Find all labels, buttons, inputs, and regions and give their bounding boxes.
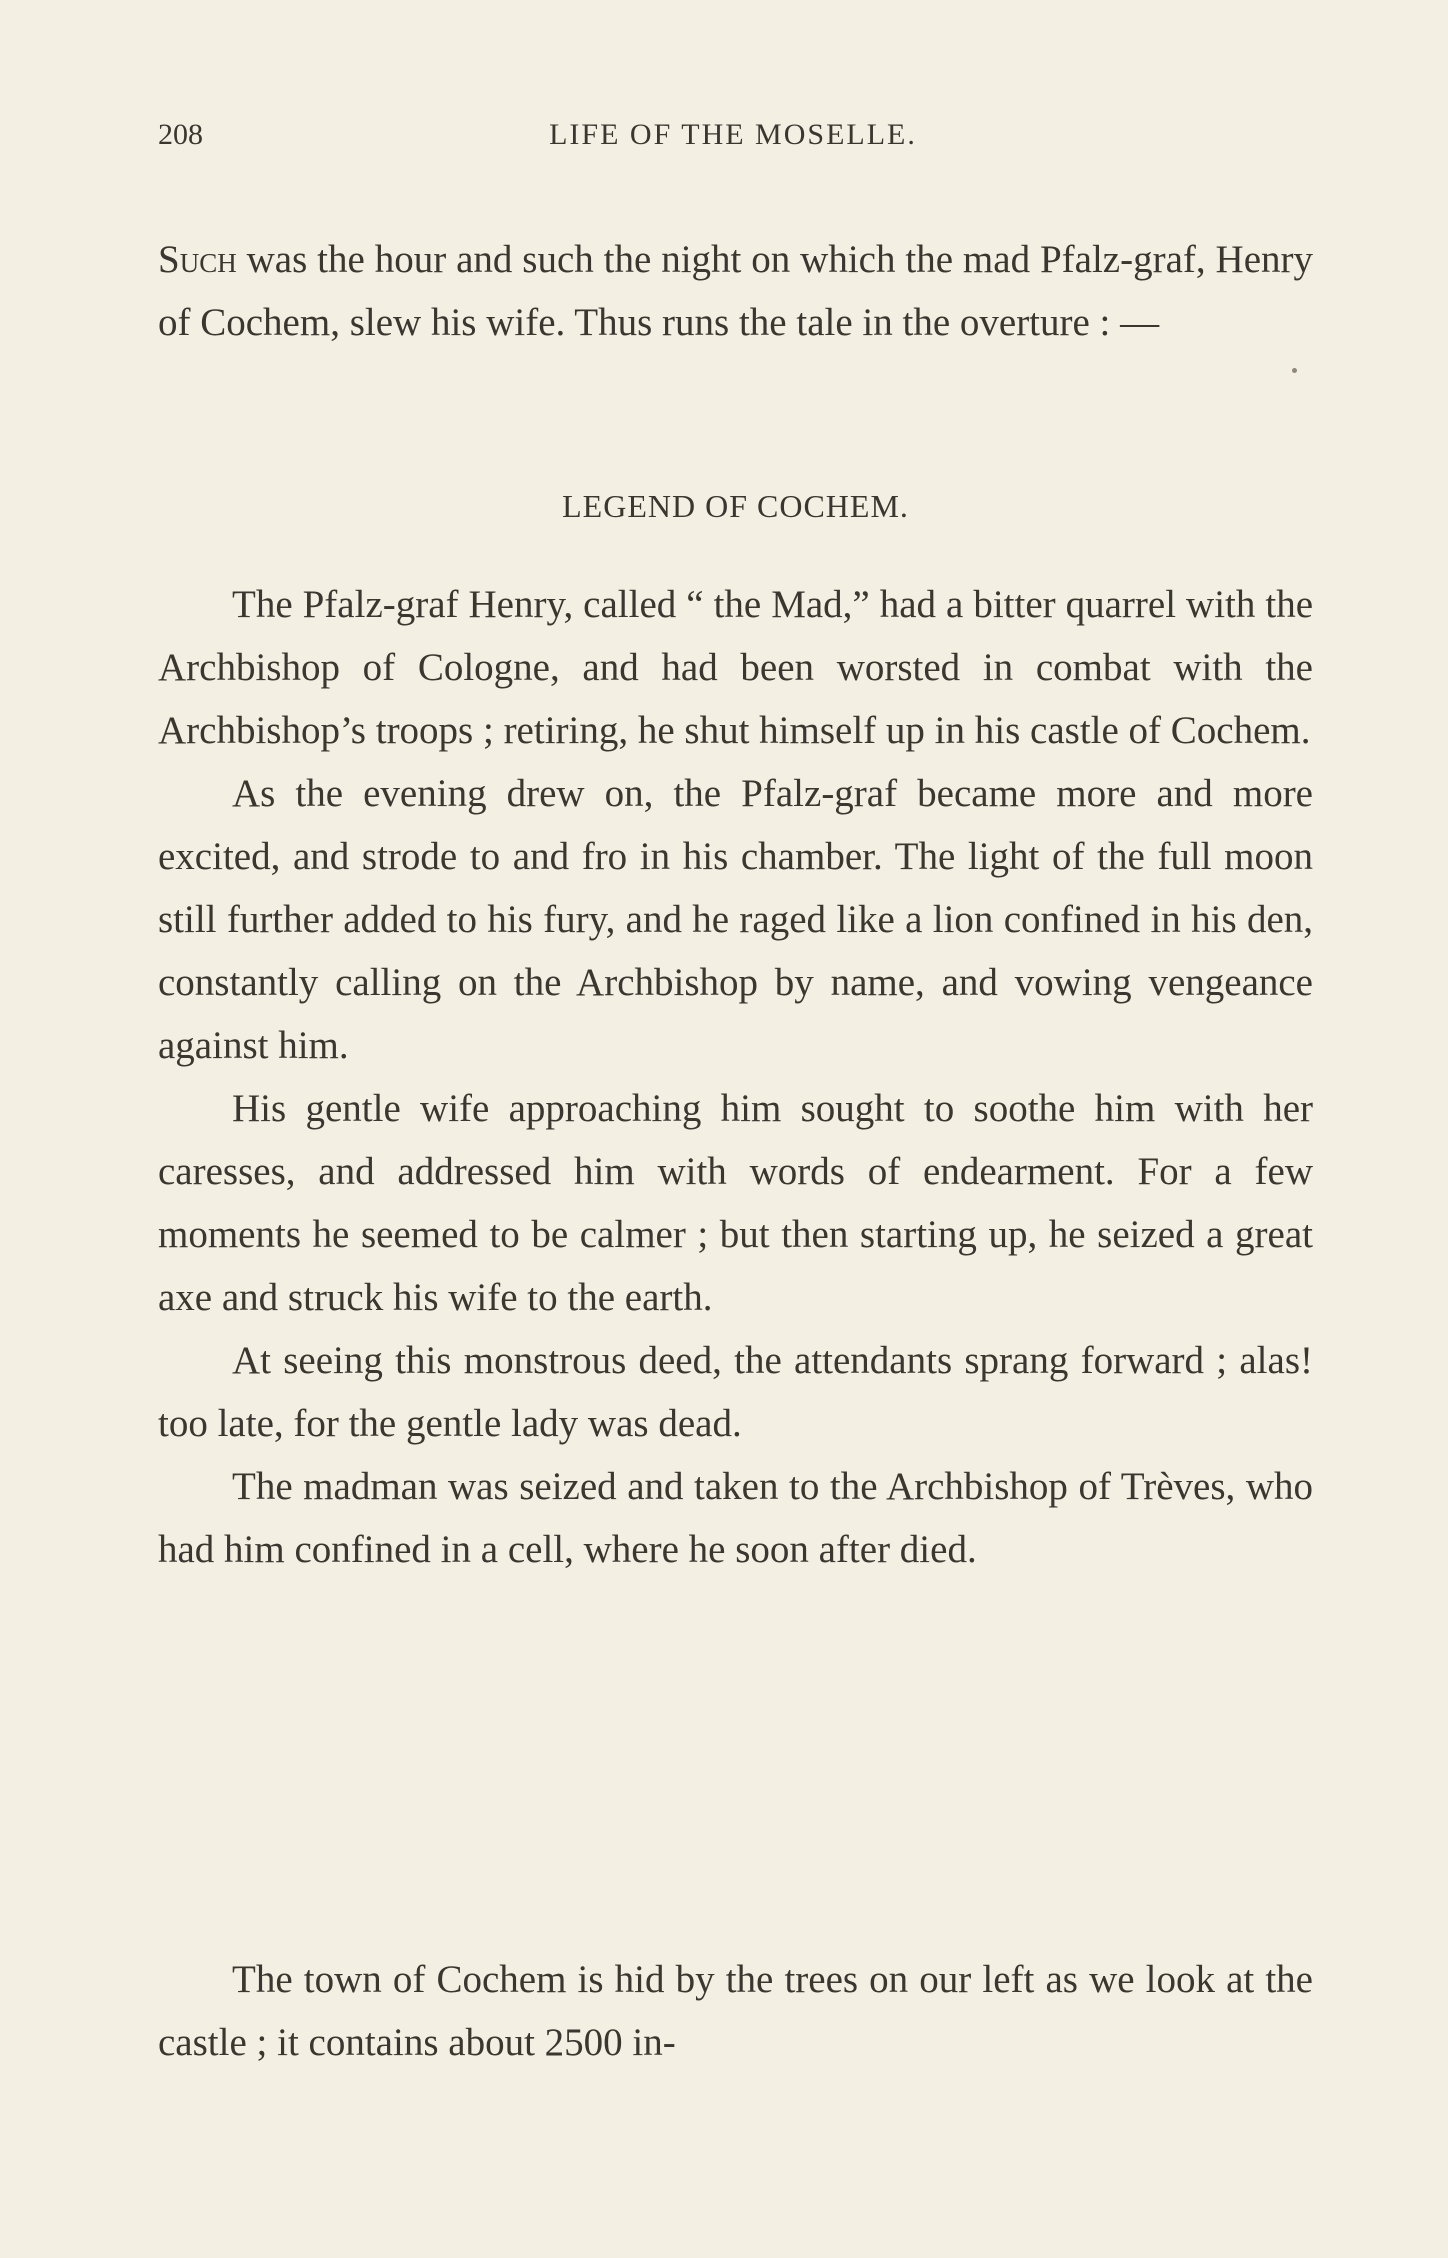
legend-paragraph: His gentle wife approaching him sought to soothe him with her caresses, and addressed him with words of endearment. For a few moments he seemed to be calmer ; but then starting up, he seized a great axe and struck his wife to the earth. (158, 1087, 1313, 1319)
ink-speck (1292, 368, 1297, 373)
closing-paragraph (158, 1948, 1313, 2074)
page-number: 208 (158, 118, 203, 151)
legend-paragraph: The madman was seized and taken to the Archbishop of Trèves, who had him confined in a cell, where he soon after died. (158, 1465, 1313, 1571)
page-header (158, 118, 1308, 168)
intro-paragraph (158, 228, 1313, 354)
intro-first-word: Such (158, 238, 237, 281)
legend-paragraph: At seeing this monstrous deed, the attendants sprang forward ; alas! too late, for the gentle lady was dead. (158, 1339, 1313, 1445)
intro-text (158, 228, 1313, 354)
legend-paragraph: As the evening drew on, the Pfalz-graf became more and more excited, and strode to and fro in his chamber. The light of the full moon still further added to his fury, and he raged like a lion confined in his den, constantly calling on the Archbishop by name, and vowing vengeance against him. (158, 772, 1313, 1067)
legend-title: LEGEND OF COCHEM. (562, 488, 909, 524)
running-title: LIFE OF THE MOSELLE. (549, 118, 917, 151)
legend-paragraph: The Pfalz-graf Henry, called “ the Mad,” had a bitter quarrel with the Archbishop of Cologne, and had been worsted in combat with the Archbishop’s troops ; retiring, he shut himself up in his castle of Cochem. (158, 583, 1313, 752)
closing-text: The town of Cochem is hid by the trees on our left as we look at the castle ; it contains about 2500 in- (158, 1958, 1313, 2064)
intro-body: was the hour and such the night on which the mad Pfalz-graf, Henry of Cochem, slew his wife. Thus runs the tale in the overture : — (158, 238, 1313, 344)
legend-body (158, 573, 1313, 1581)
